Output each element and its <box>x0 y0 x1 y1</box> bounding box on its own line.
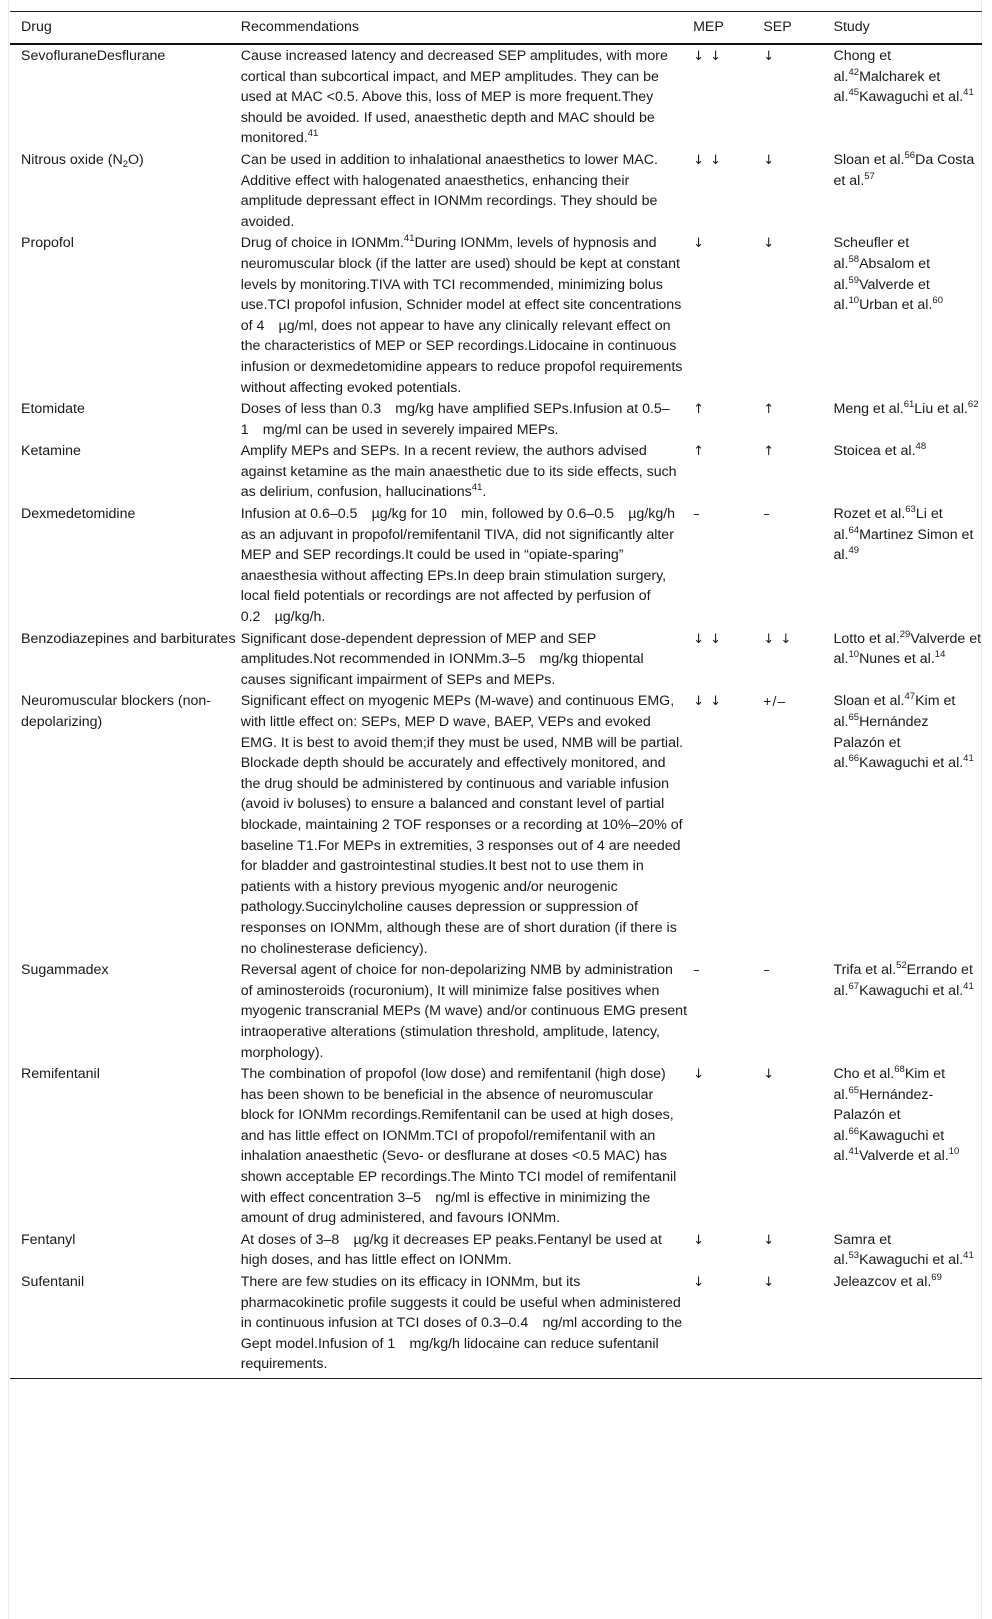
mep-effect-icon: ↓ ↓ <box>693 631 723 647</box>
sep-effect-icon: ↓ <box>763 236 776 252</box>
reference-number: 41 <box>963 1250 974 1262</box>
mep-effect-cell <box>693 959 763 1063</box>
reference-number: 29 <box>899 628 911 640</box>
reference-number: 57 <box>864 170 875 182</box>
reference-number: 65 <box>848 712 860 723</box>
sep-effect-icon: ↑ <box>763 402 776 418</box>
table-row <box>10 1271 982 1378</box>
recommendation-cell: The combination of propofol (low dose) and remifentanil (high dose) has been shown to be beneficial in the absence of neuromuscular block for IONMm recordings.Remifentanil can be used at high doses, and has little effect on IONMm.TCI of propofol/remifentanil with an inhalation anaesthetic (Sevo- or desflurane at doses <0.5 MAC) has shown acceptable EP recordings.The Minto TCI model of remifentanil with effect concentration 3–5 ng/ml is effective in minimizing the amount of drug administered, and favours IONMm. <box>240 1066 677 1227</box>
reference-number: 41 <box>848 1146 860 1158</box>
drug-cell: Etomidate <box>21 401 85 418</box>
mep-effect-cell <box>693 690 763 959</box>
reference-number: 63 <box>905 504 916 516</box>
drug-cell: Nitrous oxide $(N_2O)$ <box>21 151 144 170</box>
mep-effect-icon: – <box>693 507 701 523</box>
reference-number: 41 <box>963 980 974 992</box>
reference-number: 66 <box>848 753 860 765</box>
table-row <box>10 503 982 628</box>
header-row <box>10 12 982 45</box>
study-cell: Scheufler et al.$^{58}$Absalom et al.$^{59}$Valverde et al.$^{10}$Urban et al.$^{60}$ <box>833 235 943 314</box>
sep-effect-cell <box>763 232 833 398</box>
recommendation-cell: At doses of 3–8 µg/kg it decreases EP peaks.Fentanyl be used at high doses, and has little effect on IONMm. <box>240 1231 662 1269</box>
sep-effect-icon: ↓ <box>763 49 776 64</box>
study-cell: Lotto et al.$^{29}$Valverde et al.$^{10}$Nunes et al.$^{14}$ <box>833 628 982 668</box>
reference-number: 47 <box>904 691 916 703</box>
study-cell: Chong et al.$^{42}$Malcharek et al.$^{45}$Kawaguchi et al.$^{41}$ <box>833 48 974 106</box>
table-row <box>10 149 982 232</box>
sep-effect-cell <box>763 398 833 440</box>
sep-effect-icon: ↓ ↓ <box>763 631 793 647</box>
sep-effect-icon: – <box>763 963 771 979</box>
reference-number: 58 <box>848 253 860 265</box>
drug-cell: Propofol <box>21 235 74 252</box>
drug-cell: Fentanyl <box>21 1231 76 1248</box>
sep-effect-cell <box>763 44 833 149</box>
reference-number: 41 <box>307 128 319 140</box>
sep-effect-icon: – <box>763 507 771 523</box>
mep-effect-cell <box>693 440 763 503</box>
sep-effect-cell <box>763 503 833 628</box>
reference-number: 56 <box>904 149 916 161</box>
sep-effect-icon: ↑ <box>763 444 776 460</box>
reference-number: 60 <box>932 295 943 307</box>
recommendation-cell: Cause increased latency and decreased SEP amplitudes, with more cortical than subcortical impact, and MEP amplitudes. They can be used at MAC <0.5. Above this, loss of MEP is more frequent.They should be avoided. If used, anaesthetic depth and MAC should be monitored.$^{41}$ <box>240 48 668 147</box>
table-row <box>10 440 982 503</box>
recommendation-cell: Significant effect on myogenic MEPs (M-wave) and continuous EMG, with little effect on: SEPs, MEP D wave, BAEP, VEPs and evoked EMG. It is best to avoid them;if they must be used, NMB will be partial. Blockade depth should be accurately and effectively monitored, and the drug should be administered by continuous and variable infusion (avoid iv boluses) to ensure a balanced and constant level of partial blockade, maintaining 2 TOF responses or a recording at 10%–20% of baseline T1.For MEPs in extremities, 3 responses out of 4 are needed for bladder and gastrointestinal studies.It best not to use them in patients with a history previous myogenic and/or neurogenic pathology.Succinylcholine causes depression or suppression of responses on IONMm, although these are of short duration (if there is no cholinesterase deficiency). <box>240 693 684 957</box>
header-study: Study <box>834 12 983 45</box>
drug-cell: Neuromuscular blockers (non-depolarizing) <box>21 693 212 730</box>
header-recommendations: Recommendations <box>241 12 693 45</box>
study-cell: Sloan et al.$^{56}$Da Costa et al.$^{57}$ <box>833 149 975 189</box>
reference-number: 10 <box>948 1146 960 1158</box>
reference-number: 65 <box>848 1084 860 1096</box>
sep-effect-cell <box>763 149 833 232</box>
table-row <box>10 398 982 440</box>
mep-effect-cell <box>693 149 763 232</box>
study-cell: Trifa et al.$^{52}$Errando et al.$^{67}$Kawaguchi et al.$^{41}$ <box>833 960 974 999</box>
mep-effect-icon: ↓ <box>693 1067 705 1083</box>
drug-cell: Sugammadex <box>21 962 109 979</box>
subscript: 2 <box>122 158 129 170</box>
sep-effect-icon: ↓ <box>763 1232 776 1248</box>
table-row <box>10 1229 982 1271</box>
reference-number: 52 <box>896 960 907 972</box>
study-cell: Sloan et al.$^{47}$Kim et al.$^{65}$Hernández Palazón et al.$^{66}$Kawaguchi et al.$^{41}$ <box>833 691 974 772</box>
table-body <box>10 44 982 1379</box>
reference-number: 49 <box>848 545 860 557</box>
study-cell: Stoicea et al.$^{48}$ <box>833 441 927 460</box>
drug-cell: Dexmedetomidine <box>21 506 136 523</box>
mep-effect-icon: ↓ ↓ <box>693 694 723 710</box>
reference-number: 53 <box>848 1250 860 1262</box>
drug-cell: Remifentanil <box>21 1066 100 1083</box>
drug-cell: SevofluraneDesflurane <box>21 48 166 64</box>
table-header <box>10 12 982 45</box>
mep-effect-icon: ↓ ↓ <box>693 49 723 64</box>
study-cell: Meng et al.$^{61}$Liu et al.$^{62}$ <box>833 399 979 418</box>
table-row <box>10 1063 982 1229</box>
mep-effect-cell <box>693 232 763 398</box>
table-row <box>10 232 982 398</box>
reference-number: 59 <box>848 274 860 286</box>
drug-cell: Sufentanil <box>10 1271 241 1378</box>
reference-number: 62 <box>967 399 979 411</box>
reference-number: 45 <box>848 87 860 99</box>
sep-effect-icon: ↓ <box>763 1067 776 1083</box>
drug-cell: Ketamine <box>21 443 81 460</box>
reference-number: 10 <box>848 649 860 661</box>
mep-effect-cell <box>693 1063 763 1229</box>
mep-effect-icon: ↓ <box>693 1275 705 1291</box>
sep-effect-icon: ↓ <box>763 1275 776 1291</box>
sep-effect-cell <box>763 1229 833 1271</box>
reference-number: 61 <box>903 399 915 411</box>
sep-effect-icon: ↓ <box>763 152 776 168</box>
sep-effect-cell <box>763 628 833 691</box>
recommendation-cell: Can be used in addition to inhalational anaesthetics to lower MAC. Additive effect with halogenated anaesthetics, enhancing their amplitude depressant effect in IONMm recordings. They should be avoided. <box>240 151 658 230</box>
table-row <box>10 628 982 691</box>
drug-cell: Benzodiazepines and barbiturates <box>21 630 236 647</box>
sep-effect-cell <box>763 440 833 503</box>
header-drug: Drug <box>10 12 241 45</box>
study-cell: Cho et al.$^{68}$Kim et al.$^{65}$Hernández-Palazón et al.$^{66}$Kawaguchi et al.$^{41}$Valverde et al.$^{10}$ <box>833 1064 960 1165</box>
sep-effect-cell <box>763 1063 833 1229</box>
recommendation-cell: Drug of choice in IONMm.$^{41}$During IONMm, levels of hypnosis and neuromuscular block (if the latter are used) should be kept at constant levels by monitoring.TIVA with TCI recommended, minimizing bolus use.TCI propofol infusion, Schnider model at effect site concentrations of 4 µg/ml, does not appear to have any clinically relevant effect on the characteristics of MEP or SEP recordings.Lidocaine in continuous infusion or dexmedetomidine appears to reduce propofol requirements without affecting evoked potentials. <box>240 233 683 396</box>
drug-recommendations-table <box>10 11 982 1379</box>
mep-effect-cell <box>693 628 763 691</box>
reference-number: 67 <box>848 980 860 992</box>
recommendation-cell: Reversal agent of choice for non-depolarizing NMB by administration of aminosteroids (rocuronium), It will minimize false positives when myogenic transcranial MEPs (M wave) and/or continuous EMG present intraoperative alterations (stimulation threshold, amplitude, latency, morphology). <box>240 962 688 1061</box>
study-cell: Rozet et al.$^{63}$Li et al.$^{64}$Martinez Simon et al.$^{49}$ <box>833 504 974 564</box>
header-mep: MEP <box>693 12 763 45</box>
recommendation-cell: There are few studies on its efficacy in IONMm, but its pharmacokinetic profile suggests it could be useful when administered in continuous infusion at TCI doses of 0.3–0.4 ng/ml according to the Gept model.Infusion of 1 mg/kg/h lidocaine can reduce sufentanil requirements. <box>241 1271 693 1378</box>
mep-effect-icon: ↓ <box>693 1232 705 1248</box>
mep-effect-cell <box>693 1229 763 1271</box>
reference-number: 41 <box>471 482 483 494</box>
study-cell: Jeleazcov et al.$^{69}$ <box>834 1271 983 1378</box>
table-row <box>10 690 982 959</box>
mep-effect-cell <box>693 503 763 628</box>
recommendation-cell: Amplify MEPs and SEPs. In a recent review, the authors advised against ketamine as the main anaesthetic due to its side effects, such as delirium, confusion, hallucinations$^{41}$. <box>240 443 677 501</box>
reference-number: 42 <box>848 66 860 78</box>
recommendation-cell: Doses of less than 0.3 mg/kg have amplified SEPs.Infusion at 0.5–1 mg/ml can be used in severely impaired MEPs. <box>240 401 670 438</box>
reference-number: 41 <box>963 87 974 99</box>
reference-number: 69 <box>931 1272 942 1284</box>
reference-number: 41 <box>403 233 415 245</box>
reference-number: 66 <box>848 1125 860 1137</box>
mep-effect-cell <box>693 44 763 149</box>
recommendation-cell: Significant dose-dependent depression of MEP and SEP amplitudes.Not recommended in IONMm.3–5 mg/kg thiopental causes significant impairment of SEPs and MEPs. <box>240 630 644 688</box>
mep-effect-icon: ↑ <box>693 402 705 418</box>
table-row <box>10 44 982 149</box>
sep-effect-cell <box>763 690 833 959</box>
mep-effect-cell <box>693 398 763 440</box>
reference-number: 10 <box>848 295 860 307</box>
study-cell: Samra et al.$^{53}$Kawaguchi et al.$^{41}$ <box>833 1231 974 1269</box>
sep-effect-cell <box>763 959 833 1063</box>
reference-number: 48 <box>915 441 927 453</box>
sep-effect-icon: +/– <box>763 693 787 710</box>
mep-effect-icon: ↓ ↓ <box>693 152 723 168</box>
reference-number: 14 <box>934 649 946 661</box>
header-sep: SEP <box>763 12 833 45</box>
reference-number: 41 <box>963 753 974 765</box>
reference-number: 64 <box>848 524 860 536</box>
mep-effect-icon: – <box>693 963 701 979</box>
sep-effect-cell <box>763 1271 833 1378</box>
mep-effect-icon: ↑ <box>693 444 705 460</box>
mep-effect-icon: ↓ <box>693 236 705 252</box>
mep-effect-cell <box>693 1271 763 1378</box>
reference-number: 68 <box>894 1064 905 1076</box>
table-row <box>10 959 982 1063</box>
recommendation-cell: Infusion at 0.6–0.5 µg/kg for 10 min, followed by 0.6–0.5 µg/kg/h as an adjuvant in propofol/remifentanil TIVA, did not significantly alter MEP and SEP recordings.It could be used in “opiate-sparing” anaesthesia without affecting EPs.In deep brain stimulation surgery, local field potentials or recordings are not affected by perfusion of 0.2 µg/kg/h. <box>240 506 676 626</box>
